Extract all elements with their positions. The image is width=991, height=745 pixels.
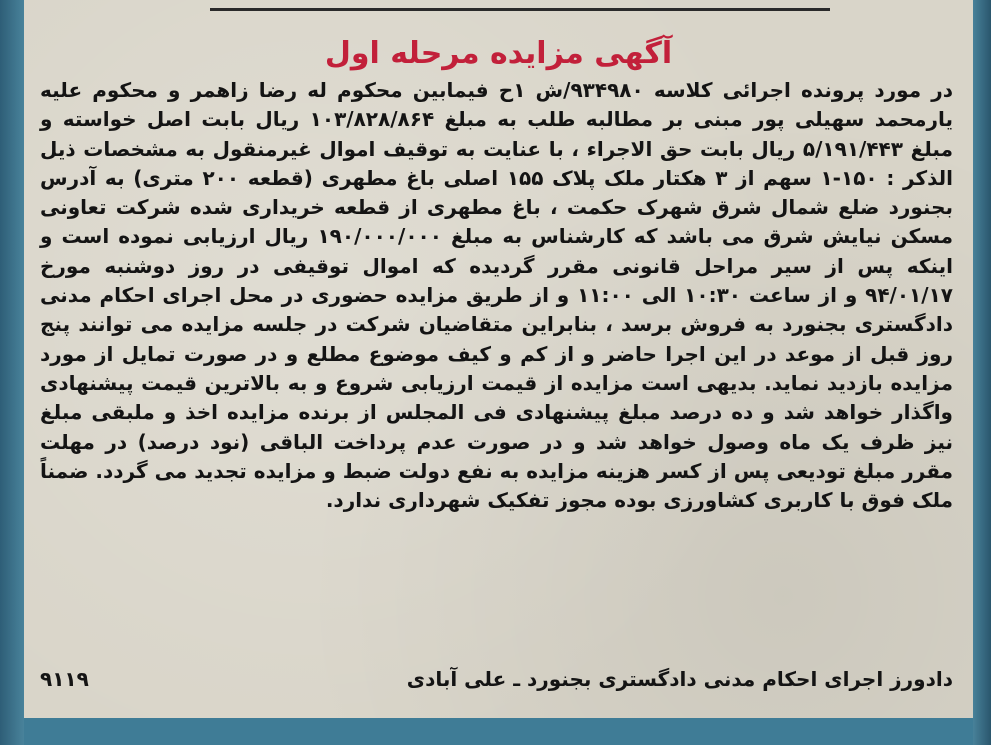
top-divider [210, 8, 830, 11]
notice-signature: دادورز اجرای احکام مدنی دادگستری بجنورد ـ علی آبادی [406, 667, 953, 691]
right-frame-strip [971, 0, 991, 745]
bottom-frame-strip [24, 718, 973, 745]
newspaper-clipping [24, 0, 973, 745]
notice-title: آگهی مزایده مرحله اول [324, 36, 673, 71]
notice-body [40, 76, 953, 515]
notice-body-paragraph: در مورد پرونده اجرائی کلاسه ۹۳۴۹۸۰/ش ۱ح فیمابین محکوم له رضا زاهمر و محکوم علیه یارمحمد سهیلی پور مبنی بر مطالبه طلب به مبلغ ۱۰۳/۸۲۸/۸۶۴ ریال بابت اصل خواسته و مبلغ ۵/۱۹۱/۴۴۳ ریال بابت حق الاجراء ، با عنایت به توقیف اموال غیرمنقول به مشخصات ذیل الذکر : ۱۵۰-۱ سهم از ۳ هکتار ملک پلاک ۱۵۵ اصلی باغ مطهری (قطعه ۲۰۰ متری) به آدرس بجنورد ضلع شمال شرق شهرک حکمت ، باغ مطهری از قطعه خریداری شده شرکت تعاونی مسکن نیایش شرق می باشد که کارشناس به مبلغ ۱۹۰/۰۰۰/۰۰۰ ریال ارزیابی نموده است و اینکه پس از سیر مراحل قانونی مقرر گردیده که اموال توقیفی در روز دوشنبه مورخ ۹۴/۰۱/۱۷ و از ساعت ۱۰:۳۰ الی ۱۱:۰۰ و از طریق مزایده حضوری در محل اجرای احکام مدنی دادگستری بجنورد به فروش برسد ، بنابراین متقاضیان شرکت در جلسه مزایده می توانند پنج روز قبل از موعد در این اجرا حاضر و از کم و کیف موضوع مطلع و در صورت تمایل از مورد مزایده بازدید نماید. بدیهی است مزایده از قیمت ارزیابی شروع و به بالاترین قیمت پیشنهادی واگذار خواهد شد و ده درصد مبلغ پیشنهادی فی المجلس از برنده مزایده اخذ و ملبقی مبلغ نیز ظرف یک ماه وصول خواهد شد و در صورت عدم پرداخت الباقی (نود درصد) در مهلت مقرر مبلغ تودیعی پس از کسر هزینه مزایده به نفع دولت ضبط و مزایده تجدید می گردد. ضمناً ملک فوق با کاربری کشاورزی بوده مجوز تفکیک شهرداری ندارد. [40, 78, 954, 513]
notice-footer [40, 664, 953, 698]
left-frame-strip [0, 0, 26, 745]
ad-code: ۹۱۱۹ [40, 667, 89, 691]
